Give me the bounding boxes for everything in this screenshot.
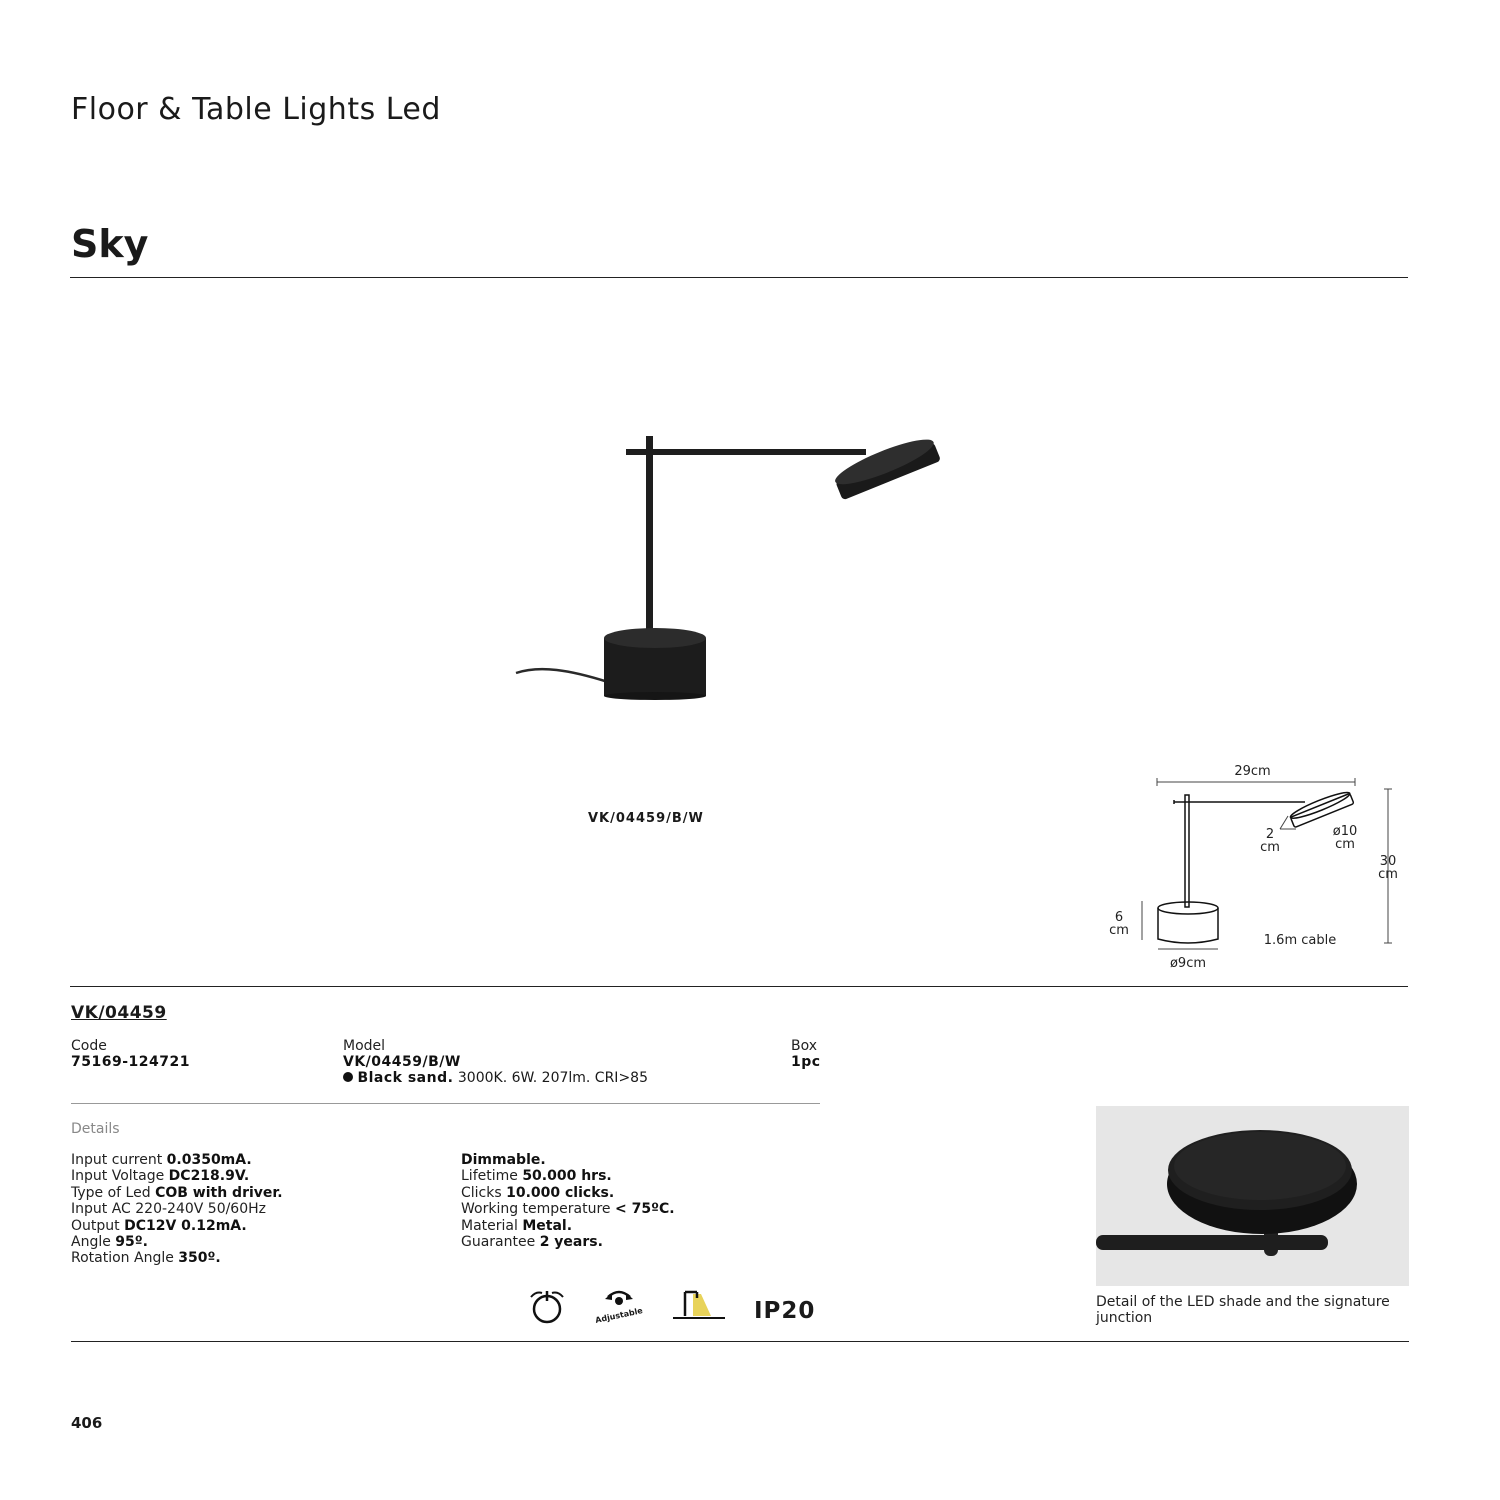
bottom-divider bbox=[71, 1341, 1409, 1342]
title-divider bbox=[70, 277, 1408, 278]
detail-photo bbox=[1096, 1106, 1409, 1286]
dim-shade-thickness-num: 2 bbox=[1265, 827, 1275, 842]
spec-line: Rotation Angle 350º. bbox=[71, 1250, 221, 1267]
dim-shade-thickness-unit: cm bbox=[1260, 840, 1280, 855]
variant-name: Black sand. bbox=[357, 1070, 454, 1086]
table-divider bbox=[71, 1103, 820, 1104]
spec-line: Angle 95º. bbox=[71, 1234, 148, 1251]
variant-line bbox=[343, 1070, 648, 1086]
spec-line: Output DC12V 0.12mA. bbox=[71, 1217, 247, 1234]
spec-line: Clicks 10.000 clicks. bbox=[461, 1184, 615, 1201]
spec-line: Input AC 220-240V 50/60Hz bbox=[71, 1201, 267, 1218]
spec-line: Lifetime 50.000 hrs. bbox=[461, 1168, 612, 1185]
lamp-product-image bbox=[500, 420, 960, 720]
variant-specs: 3000K. 6W. 207lm. CRI>85 bbox=[453, 1070, 648, 1086]
dim-base-height-unit: cm bbox=[1109, 923, 1129, 938]
spec-line: Input current 0.0350mA. bbox=[71, 1152, 252, 1168]
dim-shade-diameter-num: ø10 bbox=[1332, 824, 1358, 839]
product-title: Sky bbox=[71, 222, 149, 266]
dim-height-num: 30 bbox=[1379, 854, 1397, 869]
led-shade-detail-image bbox=[1096, 1106, 1409, 1286]
page-number: 406 bbox=[71, 1414, 103, 1432]
dimension-drawing bbox=[1100, 760, 1410, 980]
category-heading: Floor & Table Lights Led bbox=[71, 92, 441, 127]
box-label: Box bbox=[791, 1038, 818, 1054]
spec-line: Input Voltage DC218.9V. bbox=[71, 1168, 250, 1185]
product-code-title: VK/04459 bbox=[71, 1003, 167, 1023]
table-lamp-icon bbox=[671, 1288, 727, 1322]
spec-line: Working temperature < 75ºC. bbox=[461, 1201, 675, 1218]
spec-line: Guarantee 2 years. bbox=[461, 1234, 603, 1251]
code-label: Code bbox=[71, 1038, 107, 1054]
box-value: 1pc bbox=[791, 1054, 821, 1070]
adjustable-label: Adjustable bbox=[594, 1306, 644, 1325]
section-divider bbox=[70, 986, 1408, 987]
dim-base-height-num: 6 bbox=[1114, 910, 1124, 925]
details-heading: Details bbox=[71, 1121, 120, 1137]
dim-shade-diameter-unit: cm bbox=[1335, 837, 1355, 852]
dim-height-unit: cm bbox=[1378, 867, 1398, 882]
code-value: 75169-124721 bbox=[71, 1054, 190, 1070]
adjustable-icon bbox=[590, 1285, 648, 1323]
model-value: VK/04459/B/W bbox=[343, 1054, 461, 1070]
dim-base-diameter: ø9cm bbox=[1169, 956, 1207, 971]
detail-photo-caption: Detail of the LED shade and the signature junction bbox=[1096, 1294, 1390, 1326]
ip-rating: IP20 bbox=[754, 1298, 816, 1324]
dimmable-icon bbox=[526, 1287, 568, 1327]
details-left-column bbox=[71, 1152, 283, 1267]
color-dot-icon bbox=[343, 1072, 353, 1082]
model-label: Model bbox=[343, 1038, 386, 1054]
spec-line: Material Metal. bbox=[461, 1217, 573, 1234]
details-right-column bbox=[461, 1152, 675, 1250]
dim-width: 29cm bbox=[1234, 764, 1271, 779]
hero-model-label: VK/04459/B/W bbox=[588, 811, 704, 826]
dim-cable-length: 1.6m cable bbox=[1263, 933, 1337, 948]
spec-line: Type of Led COB with driver. bbox=[71, 1184, 283, 1201]
spec-line: Dimmable. bbox=[461, 1152, 546, 1168]
